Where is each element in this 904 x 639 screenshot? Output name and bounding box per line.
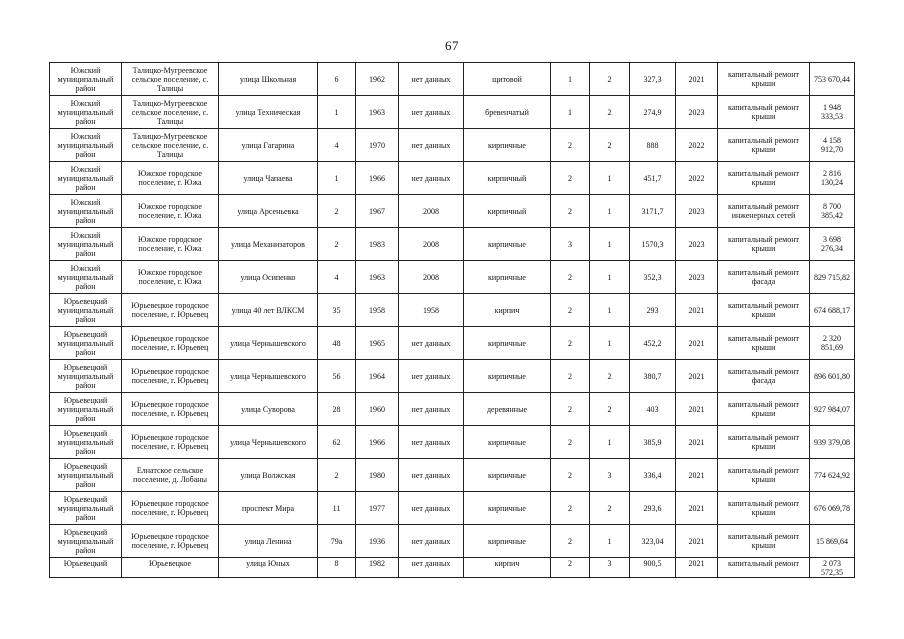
entrances-cell: 2 [590,492,630,525]
floors-cell: 2 [551,162,590,195]
street-cell: проспект Мира [219,492,318,525]
floors-cell: 1 [551,96,590,129]
plan-year-cell: 2021 [676,294,718,327]
plan-year-cell: 2021 [676,63,718,96]
work-type-cell: капитальный ремонт крыши [718,162,810,195]
floors-cell: 2 [551,492,590,525]
work-type-cell: капитальный ремонт инженерных сетей [718,195,810,228]
table-row [50,96,855,129]
amount-cell: 753 670,44 [810,63,855,96]
entrances-cell: 2 [590,96,630,129]
settlement-cell: Южское городское поселение, г. Южа [122,261,219,294]
entrances-cell: 2 [590,129,630,162]
entrances-cell: 1 [590,525,630,558]
table-row [50,525,855,558]
house-number-cell: 1 [318,162,356,195]
amount-cell: 774 624,92 [810,459,855,492]
last-repair-year-cell: нет данных [399,327,464,360]
year-built-cell: 1970 [356,129,399,162]
plan-year-cell: 2022 [676,129,718,162]
plan-year-cell: 2021 [676,426,718,459]
district-cell: Юрьевецкий муниципальный район [50,360,122,393]
last-repair-year-cell: нет данных [399,360,464,393]
house-number-cell: 8 [318,558,356,578]
settlement-cell: Юрьевецкое городское поселение, г. Юрьевец [122,426,219,459]
table-row [50,162,855,195]
amount-cell: 927 984,07 [810,393,855,426]
last-repair-year-cell: 2008 [399,228,464,261]
street-cell: улица 40 лет ВЛКСМ [219,294,318,327]
wall-material-cell: кирпич [464,294,551,327]
floors-cell: 2 [551,360,590,393]
street-cell: улица Чернышевского [219,426,318,459]
plan-year-cell: 2021 [676,393,718,426]
house-number-cell: 2 [318,228,356,261]
wall-material-cell: кирпичные [464,492,551,525]
settlement-cell: Юрьевецкое городское поселение, г. Юрьевец [122,294,219,327]
work-type-cell: капитальный ремонт крыши [718,63,810,96]
last-repair-year-cell: нет данных [399,492,464,525]
floors-cell: 2 [551,195,590,228]
house-number-cell: 6 [318,63,356,96]
last-repair-year-cell: нет данных [399,525,464,558]
wall-material-cell: щитовой [464,63,551,96]
amount-cell: 8 700 385,42 [810,195,855,228]
district-cell: Юрьевецкий муниципальный район [50,327,122,360]
amount-cell: 4 158 912,70 [810,129,855,162]
settlement-cell: Юрьевецкое городское поселение, г. Юрьевец [122,492,219,525]
entrances-cell: 1 [590,327,630,360]
page-number: 67 [445,38,459,53]
plan-year-cell: 2021 [676,525,718,558]
district-cell: Южский муниципальный район [50,96,122,129]
house-number-cell: 79а [318,525,356,558]
last-repair-year-cell: 1958 [399,294,464,327]
settlement-cell: Юрьевецкое [122,558,219,578]
table-row [50,129,855,162]
work-type-cell: капитальный ремонт фасада [718,261,810,294]
last-repair-year-cell: 2008 [399,261,464,294]
house-number-cell: 4 [318,261,356,294]
entrances-cell: 1 [590,162,630,195]
last-repair-year-cell: нет данных [399,558,464,578]
plan-year-cell: 2021 [676,492,718,525]
wall-material-cell: кирпич [464,558,551,578]
plan-year-cell: 2021 [676,558,718,578]
floors-cell: 2 [551,525,590,558]
amount-cell: 15 869,64 [810,525,855,558]
last-repair-year-cell: нет данных [399,129,464,162]
work-type-cell: капитальный ремонт крыши [718,294,810,327]
work-type-cell: капитальный ремонт крыши [718,525,810,558]
area-cell: 1570,3 [630,228,676,261]
entrances-cell: 2 [590,63,630,96]
work-type-cell: капитальный ремонт [718,558,810,578]
entrances-cell: 2 [590,393,630,426]
year-built-cell: 1977 [356,492,399,525]
year-built-cell: 1982 [356,558,399,578]
street-cell: улица Чапаева [219,162,318,195]
district-cell: Южский муниципальный район [50,228,122,261]
district-cell: Южский муниципальный район [50,162,122,195]
entrances-cell: 3 [590,459,630,492]
work-type-cell: капитальный ремонт крыши [718,459,810,492]
district-cell: Южский муниципальный район [50,195,122,228]
year-built-cell: 1962 [356,63,399,96]
work-type-cell: капитальный ремонт крыши [718,228,810,261]
work-type-cell: капитальный ремонт крыши [718,426,810,459]
work-type-cell: капитальный ремонт крыши [718,327,810,360]
settlement-cell: Юрьевецкое городское поселение, г. Юрьевец [122,327,219,360]
wall-material-cell: кирпичные [464,228,551,261]
house-number-cell: 28 [318,393,356,426]
area-cell: 900,5 [630,558,676,578]
district-cell: Юрьевецкий [50,558,122,578]
table-row [50,459,855,492]
house-number-cell: 1 [318,96,356,129]
entrances-cell: 3 [590,558,630,578]
year-built-cell: 1963 [356,261,399,294]
floors-cell: 2 [551,129,590,162]
settlement-cell: Юрьевецкое городское поселение, г. Юрьевец [122,393,219,426]
wall-material-cell: кирпичные [464,525,551,558]
district-cell: Юрьевецкий муниципальный район [50,426,122,459]
year-built-cell: 1966 [356,426,399,459]
street-cell: улица Волжская [219,459,318,492]
area-cell: 327,3 [630,63,676,96]
work-type-cell: капитальный ремонт крыши [718,129,810,162]
year-built-cell: 1967 [356,195,399,228]
last-repair-year-cell: нет данных [399,426,464,459]
plan-year-cell: 2021 [676,327,718,360]
work-type-cell: капитальный ремонт крыши [718,393,810,426]
wall-material-cell: кирпичный [464,162,551,195]
work-type-cell: капитальный ремонт крыши [718,492,810,525]
year-built-cell: 1965 [356,327,399,360]
street-cell: улица Юных [219,558,318,578]
settlement-cell: Южское городское поселение, г. Южа [122,162,219,195]
street-cell: улица Суворова [219,393,318,426]
floors-cell: 2 [551,261,590,294]
entrances-cell: 1 [590,426,630,459]
amount-cell: 674 688,17 [810,294,855,327]
entrances-cell: 1 [590,294,630,327]
plan-year-cell: 2023 [676,228,718,261]
entrances-cell: 1 [590,228,630,261]
year-built-cell: 1960 [356,393,399,426]
amount-cell: 829 715,82 [810,261,855,294]
amount-cell: 676 069,78 [810,492,855,525]
plan-year-cell: 2023 [676,96,718,129]
table-row [50,261,855,294]
amount-cell: 896 601,80 [810,360,855,393]
area-cell: 452,2 [630,327,676,360]
floors-cell: 2 [551,426,590,459]
last-repair-year-cell: нет данных [399,162,464,195]
work-type-cell: капитальный ремонт фасада [718,360,810,393]
table-row [50,492,855,525]
floors-cell: 2 [551,459,590,492]
last-repair-year-cell: нет данных [399,63,464,96]
last-repair-year-cell: нет данных [399,459,464,492]
housing-repair-table [49,62,855,578]
wall-material-cell: кирпичные [464,459,551,492]
district-cell: Юрьевецкий муниципальный район [50,294,122,327]
area-cell: 323,04 [630,525,676,558]
floors-cell: 2 [551,327,590,360]
house-number-cell: 48 [318,327,356,360]
settlement-cell: Юрьевецкое городское поселение, г. Юрьевец [122,525,219,558]
wall-material-cell: бревенчатый [464,96,551,129]
house-number-cell: 35 [318,294,356,327]
wall-material-cell: кирпичные [464,426,551,459]
settlement-cell: Южское городское поселение, г. Южа [122,228,219,261]
street-cell: улица Школьная [219,63,318,96]
floors-cell: 3 [551,228,590,261]
amount-cell: 1 948 333,53 [810,96,855,129]
plan-year-cell: 2023 [676,261,718,294]
table-row [50,228,855,261]
floors-cell: 1 [551,63,590,96]
street-cell: улица Осипенко [219,261,318,294]
table-row [50,393,855,426]
district-cell: Юрьевецкий муниципальный район [50,393,122,426]
house-number-cell: 56 [318,360,356,393]
wall-material-cell: кирпичные [464,261,551,294]
amount-cell: 2 816 130,24 [810,162,855,195]
street-cell: улица Арсеньевка [219,195,318,228]
area-cell: 451,7 [630,162,676,195]
amount-cell: 2 073 572,35 [810,558,855,578]
area-cell: 380,7 [630,360,676,393]
floors-cell: 2 [551,558,590,578]
street-cell: улица Чернышевского [219,360,318,393]
year-built-cell: 1966 [356,162,399,195]
table-row [50,63,855,96]
table-row [50,195,855,228]
settlement-cell: Талицко-Мугреевское сельское поселение, с. Талицы [122,96,219,129]
amount-cell: 939 379,08 [810,426,855,459]
last-repair-year-cell: 2008 [399,195,464,228]
district-cell: Южский муниципальный район [50,261,122,294]
wall-material-cell: кирпичные [464,360,551,393]
house-number-cell: 11 [318,492,356,525]
house-number-cell: 2 [318,459,356,492]
settlement-cell: Южское городское поселение, г. Южа [122,195,219,228]
work-type-cell: капитальный ремонт крыши [718,96,810,129]
amount-cell: 2 320 851,69 [810,327,855,360]
area-cell: 293 [630,294,676,327]
settlement-cell: Талицко-Мугреевское сельское поселение, с. Талицы [122,63,219,96]
area-cell: 352,3 [630,261,676,294]
street-cell: улица Чернышевского [219,327,318,360]
table-row [50,294,855,327]
plan-year-cell: 2023 [676,195,718,228]
house-number-cell: 62 [318,426,356,459]
plan-year-cell: 2021 [676,459,718,492]
district-cell: Южский муниципальный район [50,63,122,96]
house-number-cell: 2 [318,195,356,228]
floors-cell: 2 [551,393,590,426]
year-built-cell: 1964 [356,360,399,393]
street-cell: улица Гагарина [219,129,318,162]
last-repair-year-cell: нет данных [399,393,464,426]
street-cell: улица Ленина [219,525,318,558]
year-built-cell: 1963 [356,96,399,129]
year-built-cell: 1958 [356,294,399,327]
table-row [50,426,855,459]
area-cell: 385,9 [630,426,676,459]
year-built-cell: 1983 [356,228,399,261]
wall-material-cell: кирпичные [464,129,551,162]
wall-material-cell: деревянные [464,393,551,426]
street-cell: улица Механизаторов [219,228,318,261]
entrances-cell: 1 [590,261,630,294]
area-cell: 3171,7 [630,195,676,228]
area-cell: 336,4 [630,459,676,492]
table-row [50,327,855,360]
district-cell: Юрьевецкий муниципальный район [50,492,122,525]
district-cell: Южский муниципальный район [50,129,122,162]
wall-material-cell: кирпичный [464,195,551,228]
settlement-cell: Юрьевецкое городское поселение, г. Юрьевец [122,360,219,393]
district-cell: Юрьевецкий муниципальный район [50,459,122,492]
year-built-cell: 1980 [356,459,399,492]
plan-year-cell: 2021 [676,360,718,393]
area-cell: 274,9 [630,96,676,129]
street-cell: улица Техническая [219,96,318,129]
area-cell: 293,6 [630,492,676,525]
area-cell: 403 [630,393,676,426]
table-row [50,558,855,578]
amount-cell: 3 698 276,34 [810,228,855,261]
entrances-cell: 1 [590,195,630,228]
floors-cell: 2 [551,294,590,327]
entrances-cell: 2 [590,360,630,393]
settlement-cell: Талицко-Мугреевское сельское поселение, с. Талицы [122,129,219,162]
wall-material-cell: кирпичные [464,327,551,360]
plan-year-cell: 2022 [676,162,718,195]
area-cell: 888 [630,129,676,162]
last-repair-year-cell: нет данных [399,96,464,129]
settlement-cell: Елнатское сельское поселение, д. Лобаны [122,459,219,492]
house-number-cell: 4 [318,129,356,162]
table-row [50,360,855,393]
district-cell: Юрьевецкий муниципальный район [50,525,122,558]
year-built-cell: 1936 [356,525,399,558]
